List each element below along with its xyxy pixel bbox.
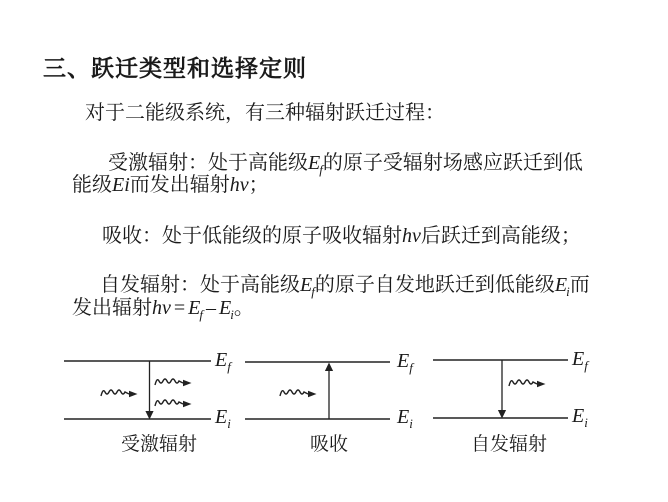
diagram-caption: 吸收 — [310, 434, 349, 455]
energy-label-upper: $E_f$ — [397, 350, 413, 375]
energy-label-lower: $E_i$ — [572, 405, 588, 430]
paragraph-stimulated-line1: 受激辐射：处于高能级$E_f$的原子受辐射场感应跃迁到低 — [108, 152, 583, 177]
photon-wave-icon — [101, 390, 138, 397]
photon-wave-icon — [509, 380, 546, 387]
arrowhead-up-icon — [325, 363, 333, 372]
paragraph-absorption: 吸收：处于低能级的原子吸收辐射hν后跃迁到高能级； — [102, 225, 581, 247]
photon-wave-icon — [280, 390, 317, 397]
diagram-caption: 受激辐射 — [121, 434, 198, 455]
energy-label-lower: $E_i$ — [215, 406, 231, 431]
diagram-spontaneous-emission — [433, 350, 668, 470]
paragraph-stimulated-line2: 能级Ei而发出辐射hν； — [72, 174, 269, 196]
stimulated-emission-figure — [64, 350, 214, 428]
absorption-figure — [245, 350, 395, 428]
paragraph-spontaneous-line2: 发出辐射$h\nu = E_f - E_i$。 — [72, 297, 254, 322]
energy-label-upper: $E_f$ — [572, 348, 588, 373]
energy-label-lower: $E_i$ — [397, 406, 413, 431]
paragraph-spontaneous-line1: 自发辐射：处于高能级$E_f$的原子自发地跃迁到低能级$E_i$而 — [100, 274, 590, 299]
diagram-caption: 自发辐射 — [471, 434, 548, 455]
spontaneous-emission-figure — [433, 350, 573, 428]
photon-wave-icon — [155, 400, 192, 407]
intro-text: 对于二能级系统，有三种辐射跃迁过程： — [85, 102, 445, 124]
page-title: 三、跃迁类型和选择定则 — [43, 56, 307, 81]
energy-label-upper: $E_f$ — [215, 349, 231, 374]
photon-wave-icon — [155, 379, 192, 386]
paragraph-intro — [85, 101, 445, 125]
